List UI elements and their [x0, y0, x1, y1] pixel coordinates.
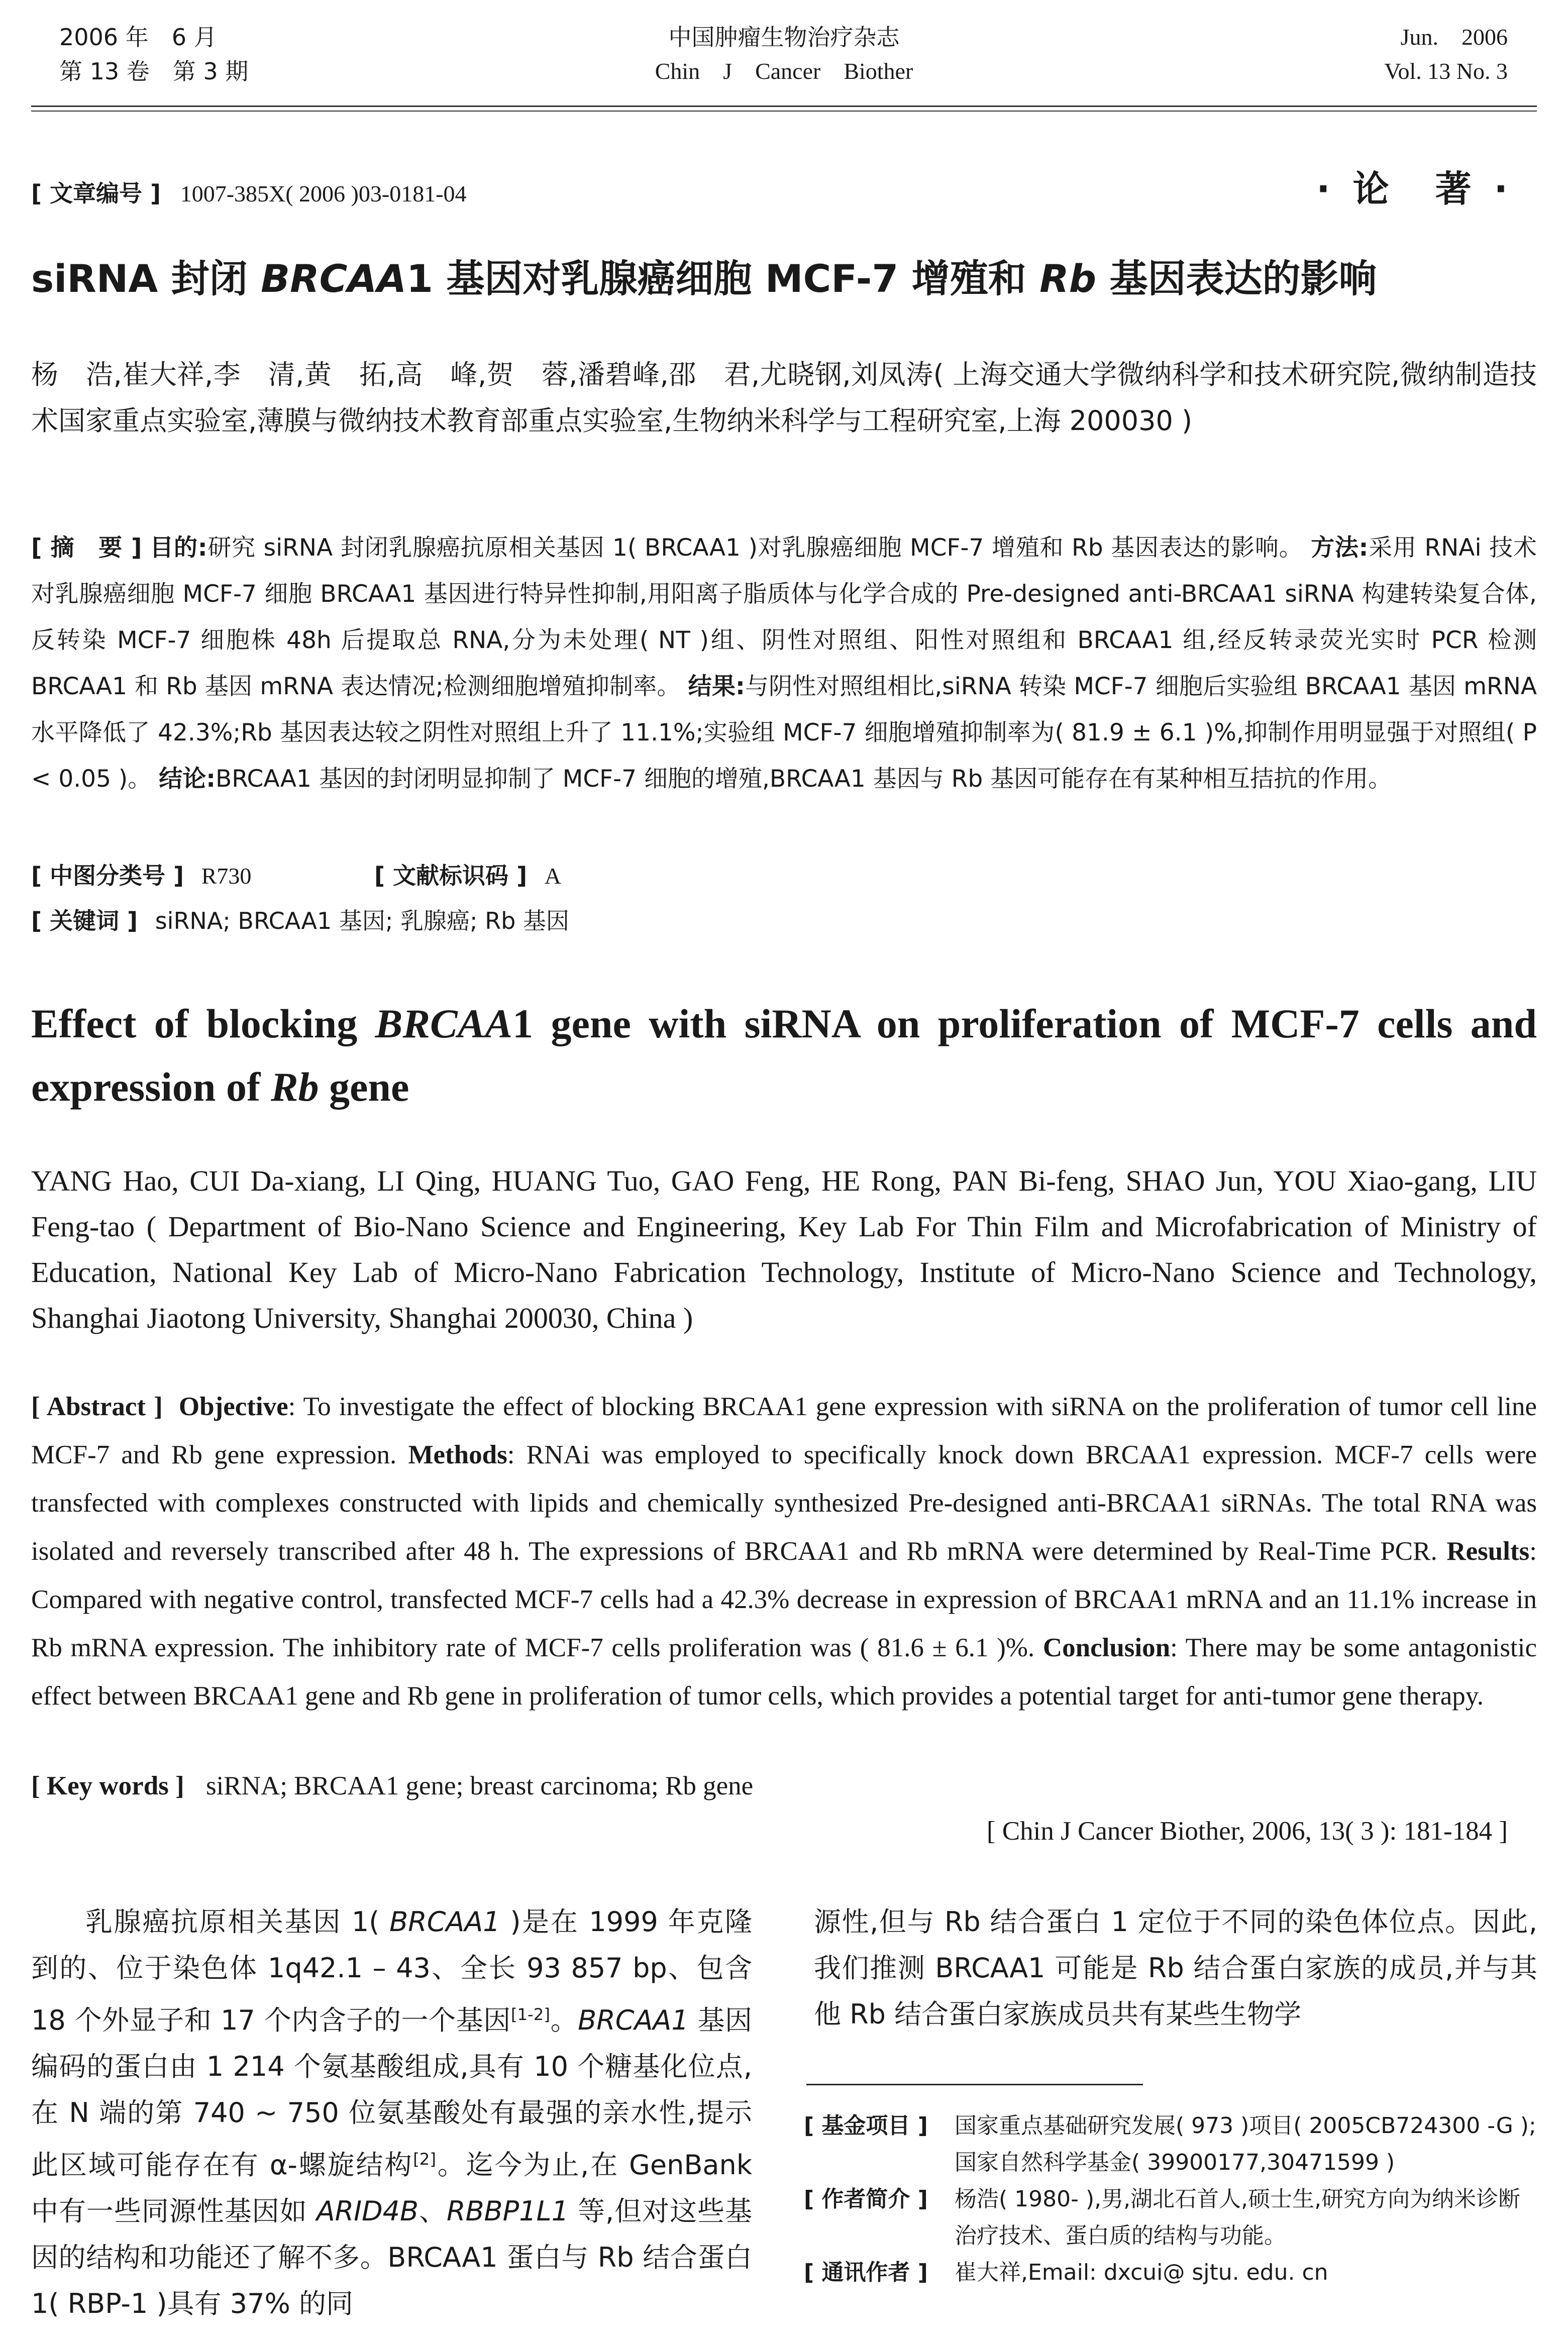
- keywords-zh-value: siRNA; BRCAA1 基因; 乳腺癌; Rb 基因: [155, 907, 569, 934]
- title-en-rb: Rb: [270, 1064, 319, 1110]
- abstract-en-label: [ Abstract ]: [31, 1392, 163, 1421]
- header-rule: [31, 105, 1537, 107]
- title-zh: [31, 254, 1538, 304]
- title-en-gene: BRCAA: [375, 1001, 513, 1046]
- header-journal-zh: 中国肿瘤生物治疗杂志: [668, 24, 900, 51]
- abstract-en-results-heading: Results: [1446, 1537, 1530, 1566]
- header-volume-zh: 第 13 卷 第 3 期: [59, 58, 249, 85]
- body-text: 基因编码的蛋白由 1 214 个氨基酸组成,具有 10 个糖基化位点,在 N 端的第 740 ~ 750 位氨基酸处有最强的亲水性,提示此区域可能存在有 α-螺旋结构: [31, 2004, 753, 2181]
- article-number: [31, 178, 467, 209]
- abstract-zh-results-heading: 结果:: [688, 673, 745, 700]
- keywords-zh-label: [ 关键词 ]: [31, 907, 138, 934]
- reference-mark: [2]: [413, 2150, 437, 2169]
- title-en-part2: 1 gene with siRNA on proliferation of MCF-7 cells and expression of: [31, 1001, 1537, 1110]
- abstract-zh-objective-heading: 目的:: [150, 534, 207, 562]
- article-number-value: 1007-385X( 2006 )03-0181-04: [180, 181, 467, 206]
- title-zh-gene: BRCAA: [261, 256, 407, 301]
- article-number-label: [ 文章编号 ]: [31, 180, 161, 207]
- abstract-zh-methods-heading: 方法:: [1311, 534, 1369, 562]
- abstract-en-objective: : To investigate the effect of blocking BRCAA1 gene expression with siRNA on the proliferation of tumor cell line MCF-7 and Rb gene expression.: [31, 1392, 1537, 1469]
- authors-zh: 杨 浩,崔大祥,李 清,黄 拓,高 峰,贺 蓉,潘碧峰,邵 君,尤晓钢,刘凤涛( 上海交通大学微纳科学和技术研究院,微纳制造技术国家重点实验室,薄膜与微纳技术教育部重点实验室,生物纳米科学与工程研究室,上海 200030 ): [31, 359, 1537, 437]
- gene-name: ARID4B: [316, 2195, 419, 2227]
- abstract-en-objective-heading: Objective: [178, 1392, 288, 1421]
- title-en-part3: gene: [319, 1064, 409, 1110]
- gene-name: BRCAA1: [578, 2004, 689, 2036]
- abstract-zh-results: 与阴性对照组相比,siRNA 转染 MCF-7 细胞后实验组 BRCAA1 基因 mRNA 水平降低了 42.3%;Rb 基因表达较之阴性对照组上升了 11.1%;实验组 MCF-7 细胞增殖抑制率为( 81.9 ± 6.1 )%,抑制作用明显强于对照组( P < 0.05 )。: [31, 673, 1537, 793]
- footnote-author: [804, 2181, 1537, 2254]
- footnote-correspondence: [804, 2254, 1537, 2291]
- reference-mark: [1-2]: [510, 2005, 550, 2024]
- keywords-en-label: [ Key words ]: [31, 1771, 184, 1800]
- footnote-author-label: [ 作者简介 ]: [804, 2186, 928, 2212]
- document-code-value: A: [544, 863, 561, 889]
- abstract-en-results: : Compared with negative control, transfected MCF-7 cells had a 42.3% decrease in expression of BRCAA1 mRNA and an 11.1% increase in Rb mRNA expression. The inhibitory rate of MCF-7 cells proliferation was ( 81.6 ± 6.1 )%.: [31, 1537, 1537, 1662]
- title-zh-part1: siRNA 封闭: [31, 256, 261, 301]
- abstract-zh-label: [ 摘 要 ]: [31, 534, 142, 562]
- header-journal-en: Chin J Cancer Biother: [655, 58, 913, 84]
- abstract-en-conclusion-heading: Conclusion: [1042, 1633, 1171, 1662]
- authors-en: YANG Hao, CUI Da-xiang, LI Qing, HUANG Tuo, GAO Feng, HE Rong, PAN Bi-feng, SHAO Jun, YOU Xiao-gang, LIU Feng-tao ( Department of Bio-Nano Science and Engineering, Key Lab For Thin Film and Microfabrication of Ministry of Education, National Key Lab of Micro-Nano Fabrication Technology, Institute of Micro-Nano Science and Technology, Shanghai Jiaotong University, Shanghai 200030, China ): [31, 1164, 1537, 1334]
- abstract-zh-objective: 研究 siRNA 封闭乳腺癌抗原相关基因 1( BRCAA1 )对乳腺癌细胞 MCF-7 增殖和 Rb 基因表达的影响。: [207, 534, 1303, 562]
- abstract-en: [31, 1383, 1537, 1720]
- body-text: 、: [419, 2195, 447, 2227]
- title-en: [31, 992, 1537, 1119]
- footnote-fund: [804, 2107, 1537, 2181]
- header-issue: [1384, 20, 1508, 88]
- footnote-correspondence-label: [ 通讯作者 ]: [804, 2260, 928, 2285]
- abstract-en-methods-heading: Methods: [408, 1440, 507, 1469]
- classification-value: R730: [201, 863, 252, 889]
- footnotes: [804, 2107, 1537, 2291]
- title-zh-part3: 基因表达的影响: [1096, 256, 1377, 301]
- abstract-en-conclusion: : There may be some antagonistic effect between BRCAA1 gene and Rb gene in proliferation of tumor cells, which provides a potential target for anti-tumor gene therapy.: [31, 1633, 1537, 1711]
- classification: [31, 856, 561, 896]
- footnote-correspondence-text: 崔大祥,Email: dxcui@ sjtu. edu. cn: [955, 2260, 1328, 2285]
- abstract-zh-methods: 采用 RNAi 技术对乳腺癌细胞 MCF-7 细胞 BRCAA1 基因进行特异性抑制,用阳离子脂质体与化学合成的 Pre-designed anti-BRCAA1 siRNA 构建转染复合体,反转染 MCF-7 细胞株 48h 后提取总 RNA,分为未处理( NT )组、阴性对照组、阳性对照组和 BRCAA1 组,经反转录荧光实时 PCR 检测 BRCAA1 和 Rb 基因 mRNA 表达情况;检测细胞增殖抑制率。: [31, 534, 1537, 700]
- keywords-en: [31, 1766, 753, 1806]
- footnote-fund-label: [ 基金项目 ]: [804, 2113, 928, 2139]
- abstract-zh: [31, 525, 1537, 802]
- section-tag: · 论 著 ·: [1316, 168, 1513, 210]
- footnote-fund-text: 国家重点基础研究发展( 973 )项目( 2005CB724300 -G );国家自然科学基金( 39900177,30471599 ): [955, 2113, 1536, 2175]
- classification-label: [ 中图分类号 ]: [31, 862, 184, 889]
- body-text: 。: [550, 2004, 578, 2036]
- body-text: 乳腺癌抗原相关基因 1(: [85, 1906, 390, 1938]
- title-en-part1: Effect of blocking: [31, 1001, 375, 1046]
- title-zh-rb: Rb: [1039, 256, 1097, 301]
- gene-name: BRCAA1: [389, 1906, 500, 1938]
- body-text: )是在 1999 年克隆到的、位于染色体 1q42.1 – 43、全长 93 857 bp、包含 18 个外显子和 17 个内含子的一个基因: [31, 1906, 752, 2036]
- footnote-separator: [806, 2084, 1143, 2085]
- keywords-en-value: siRNA; BRCAA1 gene; breast carcinoma; Rb gene: [205, 1771, 754, 1800]
- header-date-en: Jun. 2006: [1400, 24, 1508, 50]
- gene-name: RBBP1L1: [446, 2195, 569, 2227]
- header-rule-thin: [31, 111, 1537, 112]
- abstract-en-methods: : RNAi was employed to specifically knock down BRCAA1 expression. MCF-7 cells were transfected with complexes constructed with lipids and chemically synthesized Pre-designed anti-BRCAA1 siRNAs. The total RNA was isolated and reversely transcribed after 48 h. The expressions of BRCAA1 and Rb mRNA were determined by Real-Time PCR.: [31, 1440, 1537, 1566]
- header-date: [59, 20, 248, 88]
- header-volume-en: Vol. 13 No. 3: [1384, 58, 1508, 84]
- body-text: 。迄今为止,在 GenBank 中有一些同源性基因如: [31, 2149, 752, 2227]
- header-date-zh: 2006 年 6 月: [59, 24, 217, 51]
- keywords-zh: [31, 901, 569, 941]
- citation: [ Chin J Cancer Biother, 2006, 13( 3 ): 181-184 ]: [986, 1817, 1508, 1846]
- document-code-label: [ 文献标识码 ]: [374, 862, 528, 889]
- body-text: 等,但对这些基因的结构和功能还了解不多。BRCAA1 蛋白与 Rb 结合蛋白 1( RBP-1 )具有 37% 的同: [31, 2195, 752, 2319]
- body-right-column: 源性,但与 Rb 结合蛋白 1 定位于不同的染色体位点。因此,我们推测 BRCAA1 可能是 Rb 结合蛋白家族的成员,并与其他 Rb 结合蛋白家族成员共有某些生物学: [814, 1906, 1537, 2030]
- body-left-column: [31, 1899, 752, 2327]
- abstract-zh-conclusion-heading: 结论:: [159, 765, 216, 793]
- footnote-author-text: 杨浩( 1980- ),男,湖北石首人,硕士生,研究方向为纳米诊断治疗技术、蛋白质的结构与功能。: [955, 2186, 1521, 2249]
- header-journal: [553, 20, 1015, 88]
- title-zh-part2: 1 基因对乳腺癌细胞 MCF-7 增殖和: [406, 256, 1040, 301]
- abstract-zh-conclusion: BRCAA1 基因的封闭明显抑制了 MCF-7 细胞的增殖,BRCAA1 基因与 Rb 基因可能存在有某种相互拮抗的作用。: [216, 765, 1392, 793]
